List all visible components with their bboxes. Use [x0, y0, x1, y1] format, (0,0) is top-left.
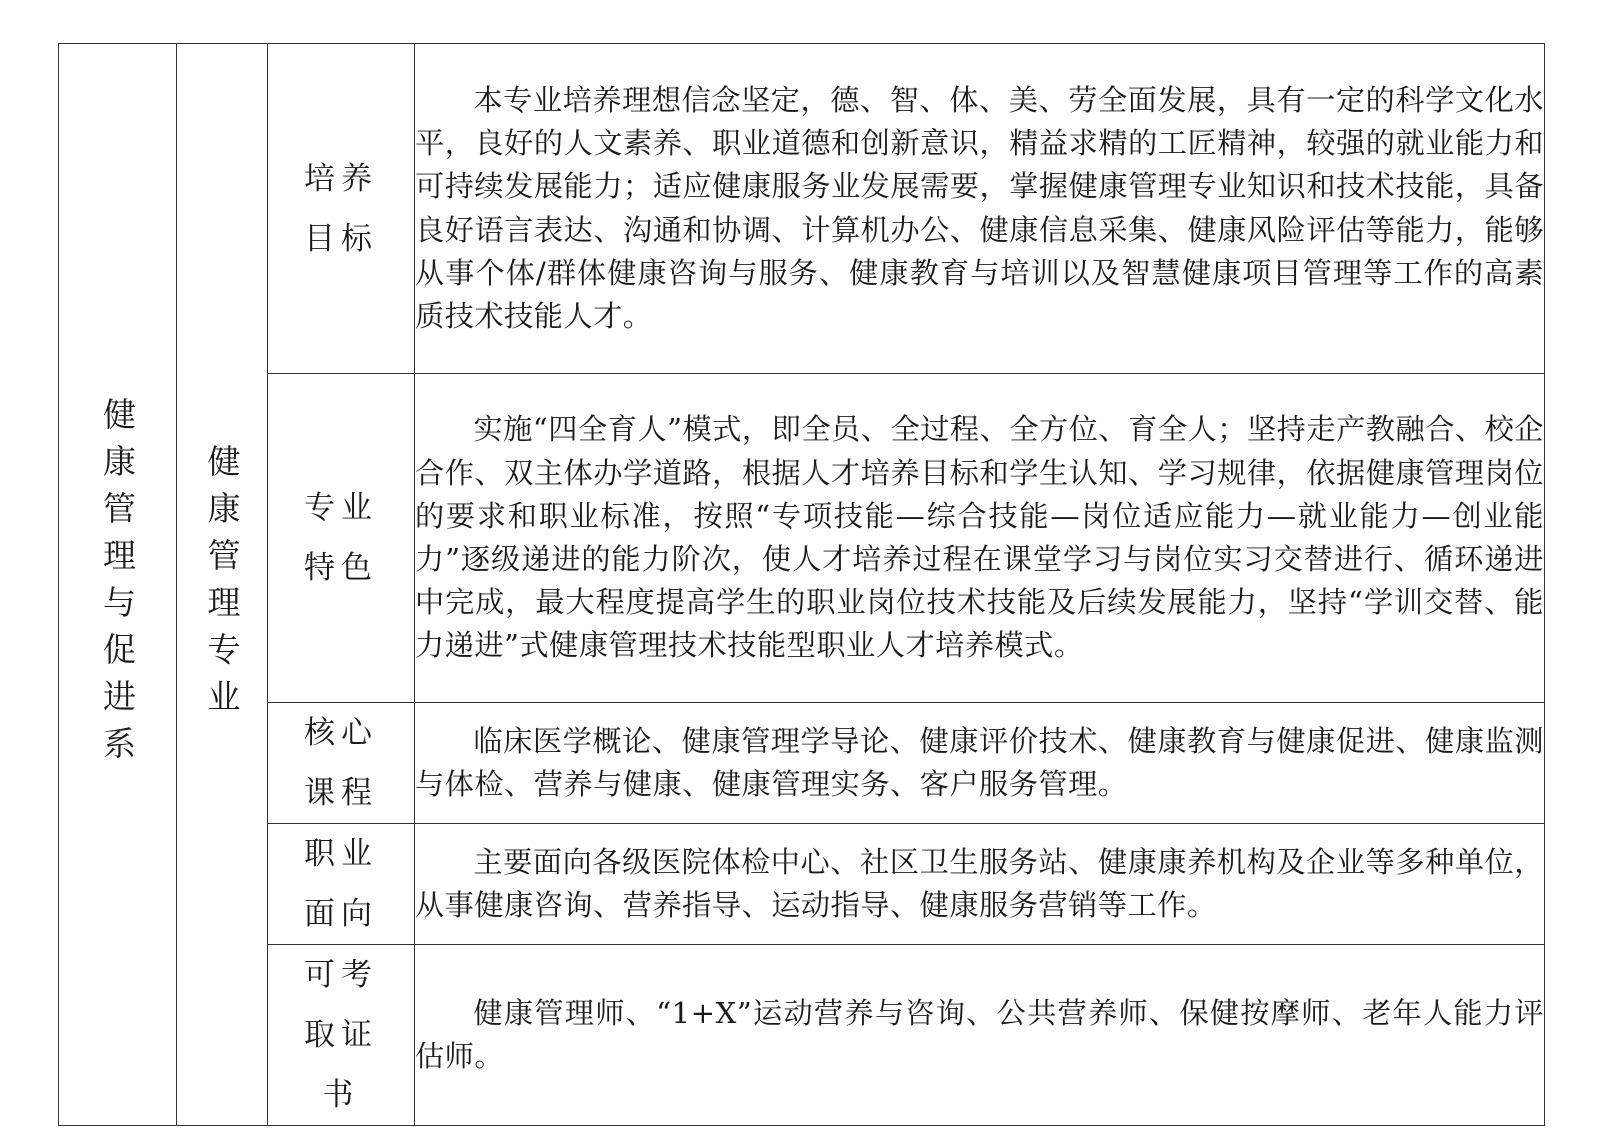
row-label-cell — [268, 44, 415, 374]
row-content-career-orientation: 主要面向各级医院体检中心、社区卫生服务站、健康康养机构及企业等多种单位，从事健康咨询、营养指导、运动指导、健康服务营销等工作。 — [415, 844, 1544, 922]
row-content-cell — [415, 374, 1545, 703]
row-content-cell — [415, 703, 1545, 824]
row-content-major-features: 实施“四全育人”模式，即全员、全过程、全方位、育全人；坚持走产教融合、校企合作、双主体办学道路，根据人才培养目标和学生认知、学习规律，依据健康管理岗位的要求和职业标准，按照“专项技能—综合技能—岗位适应能力—就业能力—创业能力”逐级递进的能力阶次，使人才培养过程在课堂学习与岗位实习交替进行、循环递进中完成，最大程度提高学生的职业岗位技术技能及后续发展能力，坚持“学训交替、能力递进”式健康管理技术技能型职业人才培养模式。 — [415, 412, 1544, 663]
program-table — [58, 43, 1545, 1126]
row-content-cell — [415, 945, 1545, 1126]
row-label-certificates: 可考取证书 — [304, 957, 378, 1113]
row-label-training-goal: 培养目标 — [304, 160, 378, 257]
row-label-cell — [268, 945, 415, 1126]
table-row — [59, 945, 1545, 1126]
row-content-cell — [415, 824, 1545, 945]
row-label-career-orientation: 职业面向 — [304, 836, 378, 932]
row-content-core-courses: 临床医学概论、健康管理学导论、健康评价技术、健康教育与健康促进、健康监测与体检、营养与健康、健康管理实务、客户服务管理。 — [415, 723, 1544, 801]
department-name: 健康管理与促进系 — [98, 396, 137, 773]
row-label-cell — [268, 374, 415, 703]
row-label-cell — [268, 703, 415, 824]
row-label-cell — [268, 824, 415, 945]
row-content-training-goal: 本专业培养理想信念坚定，德、智、体、美、劳全面发展，具有一定的科学文化水平，良好的人文素养、职业道德和创新意识，精益求精的工匠精神，较强的就业能力和可持续发展能力；适应健康服务业发展需要，掌握健康管理专业知识和技术技能，具备良好语言表达、沟通和协调、计算机办公、健康信息采集、健康风险评估等能力，能够从事个体/群体健康咨询与服务、健康教育与培训以及智慧健康项目管理等工作的高素质技术技能人才。 — [415, 82, 1544, 333]
row-content-certificates: 健康管理师、“1+X”运动营养与咨询、公共营养师、保健按摩师、老年人能力评估师。 — [415, 995, 1544, 1073]
table-row — [59, 824, 1545, 945]
major-cell — [177, 44, 268, 1126]
row-content-cell — [415, 44, 1545, 374]
row-label-core-courses: 核心课程 — [304, 715, 378, 811]
table-row — [59, 703, 1545, 824]
table-row — [59, 374, 1545, 703]
department-cell — [59, 44, 177, 1126]
table-row — [59, 44, 1545, 374]
row-label-major-features: 专业特色 — [304, 490, 378, 586]
major-name: 健康管理专业 — [202, 443, 242, 726]
